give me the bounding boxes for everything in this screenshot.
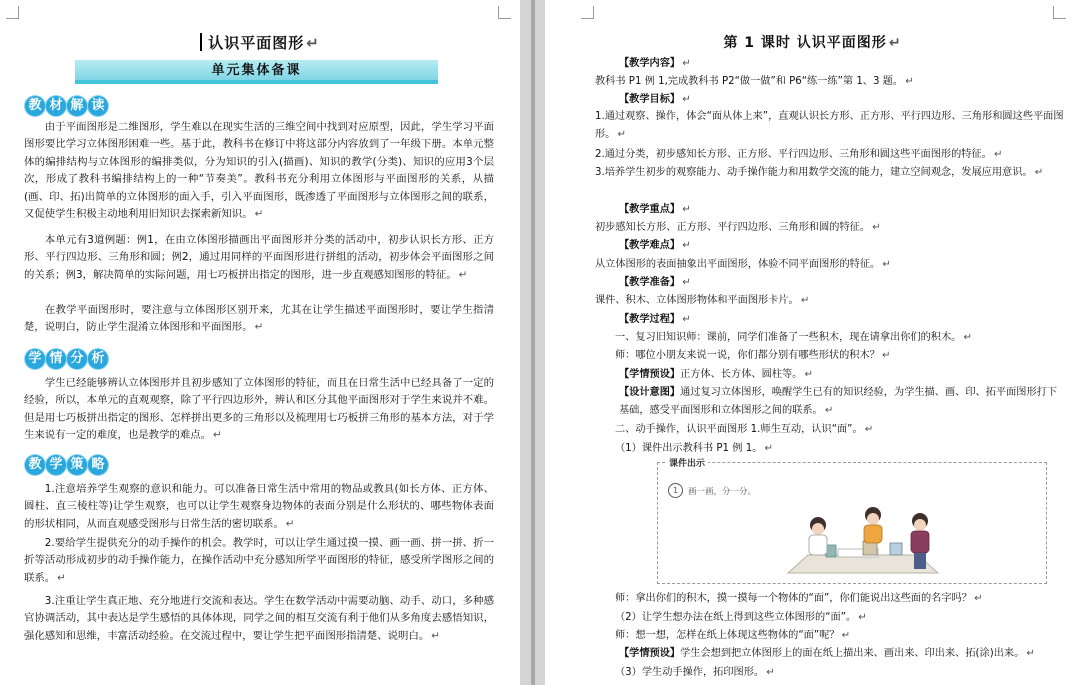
text-line: 师：拿出你们的积木，摸一摸每一个物体的“面”，你们能说出这些面的名字吗？ ↵ — [615, 593, 983, 604]
text-line: 一、复习旧知识师：课前，同学们准备了一些积木，现在请拿出你们的积木。 ↵ — [615, 332, 972, 343]
paragraph: 3.注重让学生真正地、充分地进行交流和表达。学生在数学活动中需要动脑、动手、动口，多种感官协调活动，其中表达是学生感悟的具体体现，同学之间的相互交流有利于他们从多角度去感悟知识，强化感知和思维，丰富活动经验。在交流过程中，要让学生把平面图形指清楚、说明白。 ↵ — [24, 595, 494, 642]
paragraph: 本单元有3道例题：例1，在由立体图形描画出平面图形并分类的活动中，初步认识长方形、正方形、平行四边形、三角形和圆；例2，通过用同样的平面图形进行拼组的活动，初步体会平面图形之间的关系；例3，解决简单的实际问题，用七巧板拼出指定的图形，进一步直观感知图形的特征。 ↵ — [24, 234, 494, 281]
text-line: 从立体图形的表面抽象出平面图形，体验不同平面图形的特征。 ↵ — [595, 259, 891, 270]
illustration-label: 课件出示 — [666, 456, 708, 469]
left-page — [0, 0, 520, 685]
section-label: 【教学难点】 ↵ — [619, 240, 691, 251]
text-line: 二、动手操作，认识平面图形 1.师生互动，认识“面”。 ↵ — [615, 424, 874, 435]
courseware-illustration — [657, 459, 1047, 584]
right-page — [545, 0, 1080, 685]
paragraph: 2.要给学生提供充分的动手操作的机会。教学时，可以让学生通过摸一摸、画一画、拼一拼、折一折等活动形成初步的动手操作能力，在操作活动中充分感知所学平面图形的特征，感受所学图形之间的联系。 ↵ — [24, 537, 494, 584]
text-line: 【设计意图】通过复习立体图形，唤醒学生已有的知识经验，为学生描、画、印、拓平面图形打下基础，感受平面图形和立体图形之间的联系。 ↵ — [619, 387, 1058, 416]
section-heading-student-analysis: 学 情 分 析 — [25, 348, 109, 370]
text-line: 初步感知长方形、正方形、平行四边形、三角形和圆的特征。 ↵ — [595, 222, 881, 233]
crop-mark — [581, 6, 594, 19]
text-line: 3.培养学生初步的观察能力、动手操作能力和用数学交流的能力，建立空间观念，发展应用意识。 ↵ — [595, 167, 1044, 178]
text-line: 教科书 P1 例 1,完成教科书 P2“做一做”和 P6“练一练”第 1、3 题。 ↵ — [595, 76, 914, 87]
paragraph: 在教学平面图形时，要注意与立体图形区别开来，尤其在让学生描述平面图形时，要让学生指清楚，说明白，防止学生混淆立体图形和平面图形。 ↵ — [24, 304, 494, 334]
text-line: 2.通过分类，初步感知长方形、正方形、平行四边形、三角形和圆这些平面图形的特征。 ↵ — [595, 149, 1003, 160]
paragraph: 学生已经能够辨认立体图形并且初步感知了立体图形的特征，而且在日常生活中已经具备了一定的经验，所以，本单元的直观观察，除了平行四边形外，辨认和区分其他平面图形对于学生来说并不难。但是用七巧板拼出指定的图形、怎样拼出更多的三角形以及梳理用七巧板拼三角形的基本方法，对于学生来说有一定的难度，也是教学的难点。 ↵ — [24, 377, 494, 442]
lesson-title: 第 1 课时 认识平面图形 ↵ — [723, 35, 902, 51]
text-line: （3）学生动手操作，拓印图形。 ↵ — [615, 667, 775, 678]
children-drawing-picture — [658, 463, 1046, 583]
section-heading-teaching-strategy: 教 学 策 略 — [25, 454, 109, 476]
text-line: 1.通过观察、操作，体会“面从体上来”，直观认识长方形、正方形、平行四边形、三角形和圆这些平面图形。 ↵ — [595, 111, 1064, 140]
section-label: 【教学重点】 ↵ — [619, 204, 691, 215]
section-label: 【教学准备】 ↵ — [619, 277, 691, 288]
page-divider — [531, 0, 535, 685]
text-line: 课件、积木、立体图形物体和平面图形卡片。 ↵ — [595, 295, 810, 306]
crop-mark — [6, 6, 19, 19]
paragraph: 由于平面图形是二维图形，学生难以在现实生活的三维空间中找到对应原型，因此，学生学习平面图形要比学习立体图形困难一些。基于此，教科书在修订中将这部分内容放到了一年级下册。本单元整体的编排结构与立体图形的编排类似，分为知识的引入(描画)、知识的教学(分类)、知识的应用3个层次，形成了教科书编排结构上的一种“节奏美”。教科书充分利用立体图形与平面图形的关系，从描(画、印、拓)出简单的立体图形的面入手，引入平面图形，既渗透了平面图形与立体图形之间的联系，又促使学生积极主动地利用旧知识去探索新知识。 ↵ — [24, 121, 494, 221]
section-label: 【教学过程】 ↵ — [619, 314, 691, 325]
unit-title: 认识平面图形 ↵ — [0, 32, 520, 53]
section-label: 【教学目标】 ↵ — [619, 94, 691, 105]
crop-mark — [498, 6, 511, 19]
paragraph: 1.注意培养学生观察的意识和能力。可以准备日常生活中常用的物品或教具(如长方体、正方体、圆柱、直三棱柱等)让学生观察，也可以让学生观察身边物体的表面分别是什么形状的、哪些物体表面的形状相同，从而直观感受图形与日常生活的密切联系。 ↵ — [24, 483, 494, 530]
illustration-step: 1 画一画，分一分。 — [668, 483, 756, 498]
text-line: 【学情预设】正方体、长方体、圆柱等。 ↵ — [619, 369, 813, 380]
text-line: 【学情预设】学生会想到把立体图形上的面在纸上描出来、画出来、印出来、拓(涂)出来。 ↵ — [619, 648, 1035, 659]
text-line: （1）课件出示教科书 P1 例 1。 ↵ — [615, 443, 773, 454]
text-cursor — [200, 33, 202, 51]
text-line: 师：哪位小朋友来说一说，你们都分别有哪些形状的积木？ ↵ — [615, 350, 891, 361]
text-line: （2）让学生想办法在纸上得到这些立体图形的“面”。 ↵ — [615, 612, 867, 623]
crop-mark — [1053, 6, 1066, 19]
unit-banner: 单元集体备课 — [75, 60, 438, 82]
text-line: 师：想一想，怎样在纸上体现这些物体的“面”呢？ ↵ — [615, 630, 851, 641]
banner-underline — [75, 80, 438, 84]
section-label: 【教学内容】 ↵ — [619, 58, 691, 69]
section-heading-textbook: 教 材 解 读 — [25, 95, 109, 117]
